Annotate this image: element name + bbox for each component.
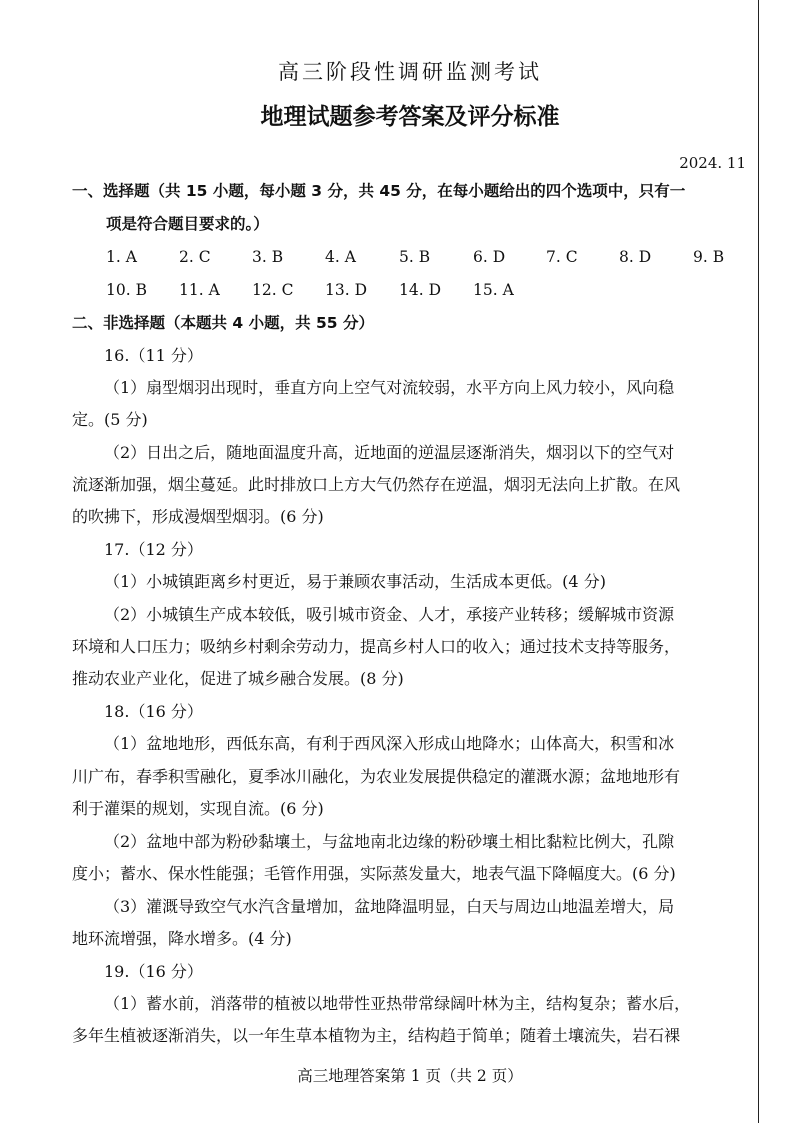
part1-heading-cont: 项是符合题目要求的。） xyxy=(106,215,269,233)
q16-label: 16.（11 分） xyxy=(104,346,203,365)
q16-part2-line2: 流逐渐加强，烟尘蔓延。此时排放口上方大气仍然存在逆温，烟羽无法向上扩散。在风 xyxy=(72,475,681,494)
q19-part1-line2: 多年生植被逐渐消失，以一年生草本植物为主，结构趋于简单；随着土壤流失，岩石裸 xyxy=(72,1026,681,1045)
part1-heading: 一、选择题（共 15 小题，每小题 3 分，共 45 分，在每小题给出的四个选项中，只有一 xyxy=(72,182,686,200)
answer-item: 12. C xyxy=(252,281,294,299)
answer-item: 2. C xyxy=(179,248,211,266)
q18-part2-line1: （2）盆地中部为粉砂黏壤土，与盆地南北边缘的粉砂壤土相比黏粒比例大，孔隙 xyxy=(104,832,675,851)
answer-item: 9. B xyxy=(693,248,725,266)
q16-part2-line1: （2）日出之后，随地面温度升高，近地面的逆温层逐渐消失，烟羽以下的空气对 xyxy=(104,443,675,462)
answer-item: 11. A xyxy=(179,281,220,299)
answer-item: 10. B xyxy=(106,281,147,299)
answer-item: 3. B xyxy=(252,248,284,266)
answer-item: 5. B xyxy=(399,248,431,266)
answer-item: 14. D xyxy=(399,281,442,299)
page-footer: 高三地理答案第 1 页（共 2 页） xyxy=(297,1067,523,1085)
q17-label: 17.（12 分） xyxy=(104,540,203,559)
answer-item: 4. A xyxy=(325,248,356,266)
q18-part2-line2: 度小；蓄水、保水性能强；毛管作用强，实际蒸发量大，地表气温下降幅度大。(6 分) xyxy=(72,864,676,883)
answer-item: 13. D xyxy=(325,281,368,299)
answer-item: 6. D xyxy=(473,248,506,266)
q18-part1-line2: 川广布，春季积雪融化，夏季冰川融化，为农业发展提供稳定的灌溉水源；盆地地形有 xyxy=(72,767,681,786)
q19-label: 19.（16 分） xyxy=(104,962,203,981)
q16-part2-line3: 的吹拂下，形成漫烟型烟羽。(6 分) xyxy=(72,507,324,526)
q18-label: 18.（16 分） xyxy=(104,702,203,721)
page-right-border xyxy=(758,0,759,1123)
q18-part3-line2: 地环流增强，降水增多。(4 分) xyxy=(72,929,292,948)
document-title: 地理试题参考答案及评分标准 xyxy=(260,104,560,130)
q18-part3-line1: （3）灌溉导致空气水汽含量增加，盆地降温明显，白天与周边山地温差增大，局 xyxy=(104,897,675,916)
part2-heading: 二、非选择题（本题共 4 小题，共 55 分） xyxy=(72,314,374,332)
exam-title: 高三阶段性调研监测考试 xyxy=(278,60,542,84)
answer-item: 7. C xyxy=(546,248,578,266)
answer-item: 15. A xyxy=(473,281,514,299)
q16-part1-line1: （1）扇型烟羽出现时，垂直方向上空气对流较弱，水平方向上风力较小，风向稳 xyxy=(104,378,675,397)
answer-item: 1. A xyxy=(106,248,137,266)
answer-item: 8. D xyxy=(619,248,652,266)
q18-part1-line1: （1）盆地地形，西低东高，有利于西风深入形成山地降水；山体高大，积雪和冰 xyxy=(104,734,675,753)
q18-part1-line3: 利于灌渠的规划，实现自流。(6 分) xyxy=(72,799,324,818)
exam-date: 2024. 11 xyxy=(679,154,746,172)
q16-part1-line2: 定。(5 分) xyxy=(72,410,148,429)
q17-part1-line1: （1）小城镇距离乡村更近，易于兼顾农事活动，生活成本更低。(4 分) xyxy=(104,572,606,591)
q19-part1-line1: （1）蓄水前，消落带的植被以地带性亚热带常绿阔叶林为主，结构复杂；蓄水后， xyxy=(104,994,691,1013)
q17-part2-line2: 环境和人口压力；吸纳乡村剩余劳动力，提高乡村人口的收入；通过技术支持等服务， xyxy=(72,637,681,656)
q17-part2-line3: 推动农业产业化，促进了城乡融合发展。(8 分) xyxy=(72,669,404,688)
q17-part2-line1: （2）小城镇生产成本较低，吸引城市资金、人才，承接产业转移；缓解城市资源 xyxy=(104,605,675,624)
